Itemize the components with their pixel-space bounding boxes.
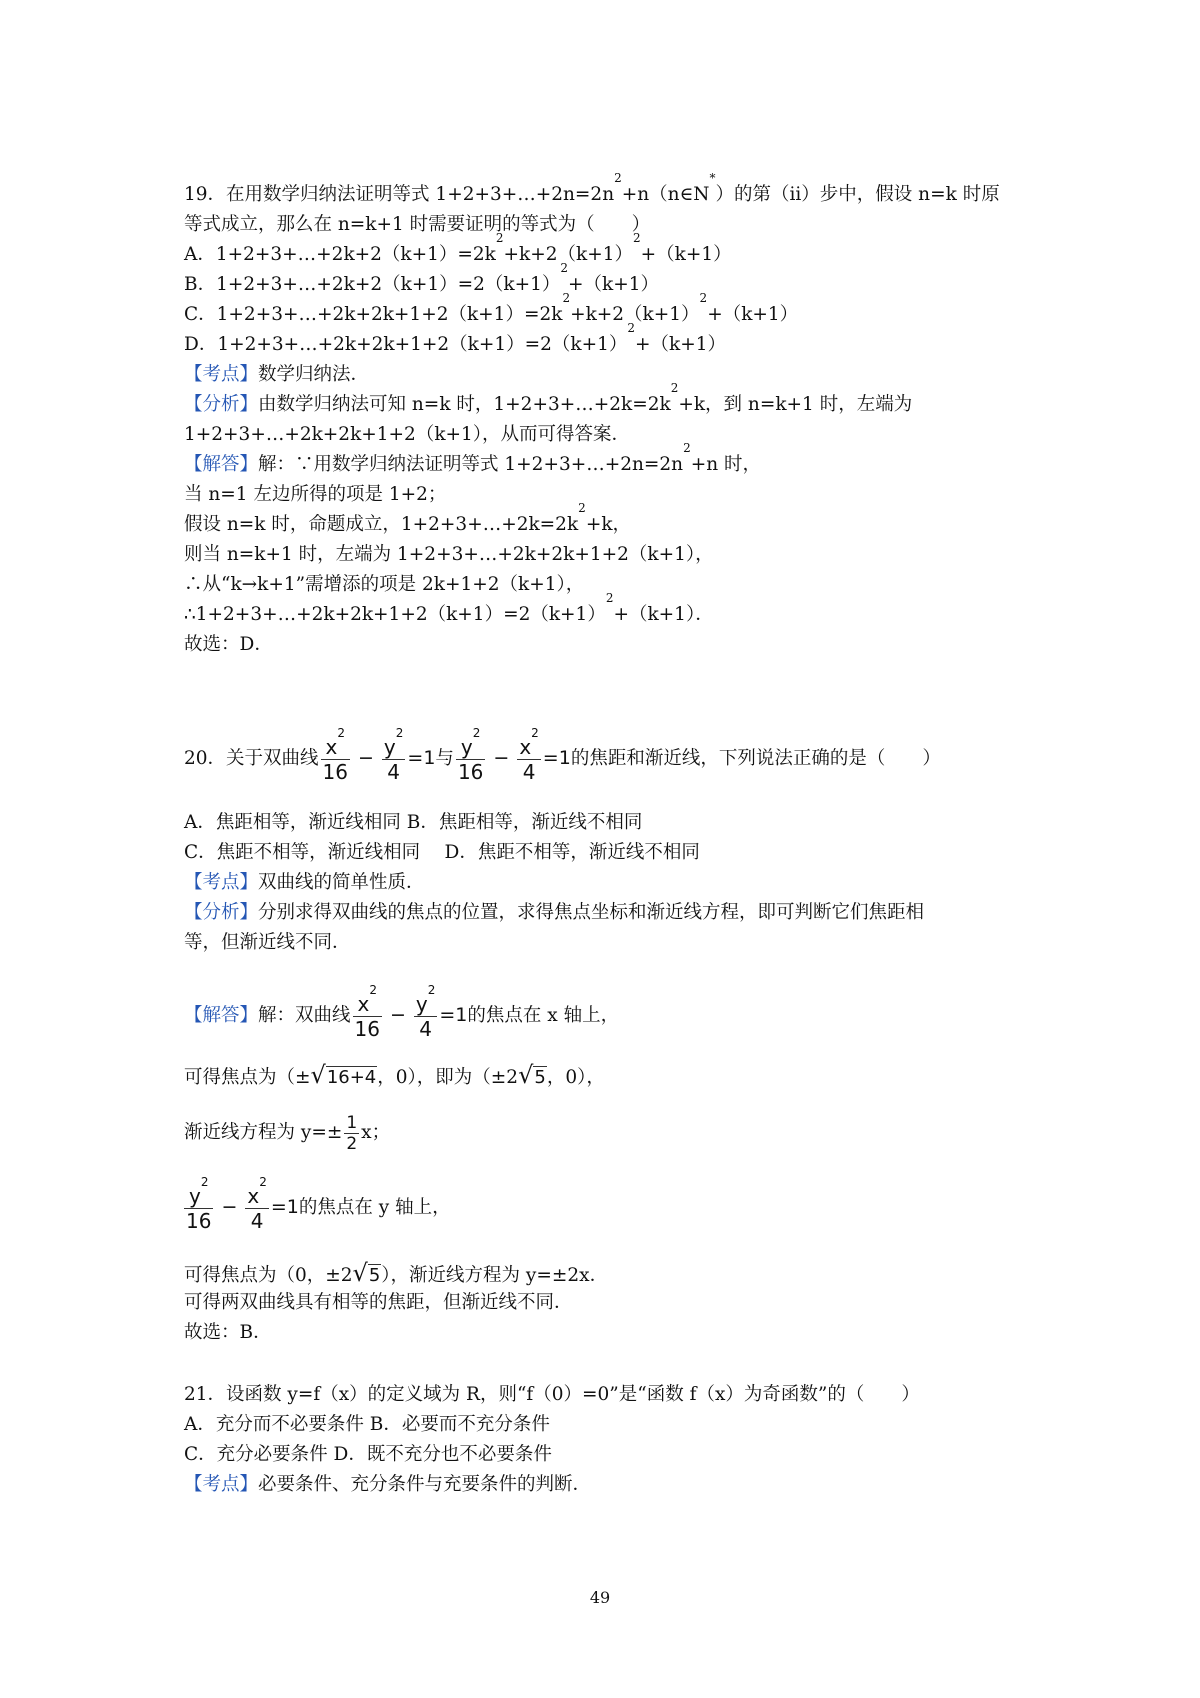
q20-focus-line: 可得焦点为（±√16+4，0），即为（±2√5，0）， <box>184 1061 605 1089</box>
q21-options-cd: C．充分必要条件 D．既不充分也不必要条件 <box>184 1444 552 1465</box>
kaodian-tag: 【考点】 <box>184 364 259 385</box>
q19-jieda-line3: 假设 n=k 时，命题成立，$1+2+3+\dots+2k=2k^2+k$， <box>184 501 632 535</box>
q20-second-hyperbola-line: $\frac{y^2}{16}$ − $\frac{x^2}{4}$ =1的焦点在 y 轴上， <box>186 1174 451 1233</box>
fraction-x2-16: $\frac{x^2}{16}$ <box>322 725 348 784</box>
q20-answer: 故选：B． <box>184 1322 272 1343</box>
q20-asymptote-line: 渐近线方程为 y=± $\frac{1}{2}$ x； <box>184 1112 391 1154</box>
q20-fenxi-line1: 【分析】分别求得双曲线的焦点的位置，求得焦点坐标和渐近线方程，即可判断它们焦距相 <box>184 902 925 923</box>
q19-stem-line2: 等式成立，那么在 n=k+1 时需要证明的等式为（ ） <box>184 214 651 235</box>
fraction-y2-16: $\frac{y^2}{16}$ <box>457 725 484 784</box>
page-number: 49 <box>589 1588 611 1607</box>
fraction-y2-4: $\frac{y^2}{4}$ <box>383 725 404 784</box>
q20-conclusion: 可得两双曲线具有相等的焦距，但渐近线不同． <box>184 1292 573 1313</box>
sqrt-5: √5 <box>518 1061 546 1089</box>
fenxi-tag: 【分析】 <box>184 902 259 923</box>
fraction-x2-4: $\frac{x^2}{4}$ <box>247 1174 267 1233</box>
q20-kaodian: 【考点】双曲线的简单性质． <box>184 872 425 893</box>
q19-stem-line1: 19．在用数学归纳法证明等式 $1+2+3+\dots+2n=2n^2+n(n\in N^*)$的第（ii）步中，假设 n=k 时原 <box>184 171 1000 205</box>
q19-kaodian: 【考点】数学归纳法． <box>184 364 370 385</box>
q19-fenxi-line1: 【分析】由数学归纳法可知 n=k 时，$1+2+3+\dots+2k=2k^2+k$，到 n=k+1 时，左端为 <box>184 381 913 415</box>
q21-kaodian: 【考点】必要条件、充分条件与充要条件的判断． <box>184 1474 592 1495</box>
q19-option-a: A．$1+2+3+\dots+2k+2(k+1)=2k^2+k+2(k+1)^2+(k+1)$ <box>184 231 732 265</box>
q20-stem: 20．关于双曲线 $\frac{x^2}{16}$ − $\frac{y^2}{4}$ =1与 $\frac{y^2}{16}$ − $\frac{x^2}{4}$ =1的焦距和渐近线，下列说法正确的是（ ） <box>184 725 941 784</box>
jieda-tag: 【解答】 <box>184 1005 259 1026</box>
fraction-x2-4: $\frac{x^2}{4}$ <box>519 725 539 784</box>
q19-option-d: D．$1+2+3+\dots+2k+2k+1+2(k+1)=2(k+1)^2+(k+1)$ <box>184 321 727 355</box>
sqrt-5: √5 <box>352 1259 381 1287</box>
q19-option-c: C．$1+2+3+\dots+2k+2k+1+2(k+1)=2k^2+k+2(k+1)^2+(k+1)$ <box>184 291 799 325</box>
q20-options-ab: A．焦距相等，渐近线相同 B．焦距相等，渐近线不相同 <box>184 812 643 833</box>
q19-answer: 故选：D． <box>184 634 273 655</box>
fraction-y2-4: $\frac{y^2}{4}$ <box>415 982 436 1041</box>
fraction-y2-16: $\frac{y^2}{16}$ <box>186 1174 212 1233</box>
q21-stem: 21．设函数 y=f（x）的定义域为 R，则“f（0）=0”是“函数 f（x）为奇函数”的（ ） <box>184 1384 920 1405</box>
fenxi-tag: 【分析】 <box>184 394 259 415</box>
q19-jieda-line2: 当 n=1 左边所得的项是 1+2； <box>184 484 447 505</box>
q19-jieda-line4: 则当 n=k+1 时，左端为 1+2+3+…+2k+2k+1+2（k+1）， <box>184 544 714 565</box>
q20-focus2-line: 可得焦点为（0，±2√5），渐近线方程为 y=±2x． <box>184 1259 609 1287</box>
q19-jieda-line5: ∴从“k→k+1”需增添的项是 2k+1+2（k+1）， <box>184 574 585 595</box>
q19-jieda-line1: 【解答】解：∵用数学归纳法证明等式 $1+2+3+\dots+2n=2n^2+n$ 时， <box>184 441 762 475</box>
fraction-x2-16: $\frac{x^2}{16}$ <box>354 982 380 1041</box>
q19-fenxi-line2: 1+2+3+…+2k+2k+1+2（k+1），从而可得答案． <box>184 424 631 445</box>
q20-jieda-line1: 【解答】解：双曲线 $\frac{x^2}{16}$ − $\frac{y^2}{4}$ =1的焦点在 x 轴上， <box>184 982 620 1041</box>
kaodian-tag: 【考点】 <box>184 872 259 893</box>
q21-options-ab: A．充分而不必要条件 B．必要而不充分条件 <box>184 1414 550 1435</box>
q20-fenxi-line2: 等，但渐近线不同． <box>184 932 351 953</box>
q19-jieda-line6: $\therefore 1+2+3+\dots+2k+2k+1+2(k+1)=2(k+1)^2+(k+1)$． <box>184 591 714 625</box>
fraction-1-2: $\frac{1}{2}$ <box>346 1112 358 1154</box>
q19-option-b: B．$1+2+3+\dots+2k+2(k+1)=2(k+1)^2+(k+1)$ <box>184 261 660 295</box>
sqrt-16-plus-4: √16+4 <box>310 1061 377 1089</box>
q20-options-cd: C．焦距不相等，渐近线相同 D．焦距不相等，渐近线不相同 <box>184 842 700 863</box>
jieda-tag: 【解答】 <box>184 454 259 475</box>
kaodian-tag: 【考点】 <box>184 1474 259 1495</box>
